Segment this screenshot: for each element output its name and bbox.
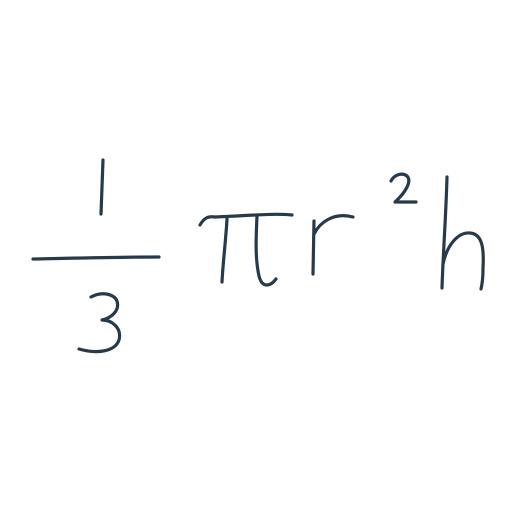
numerator <box>101 160 103 214</box>
exponent-2 <box>391 174 416 202</box>
variable-h <box>442 177 483 289</box>
fraction-bar <box>33 257 159 259</box>
denominator <box>79 294 120 352</box>
variable-r <box>313 216 353 274</box>
pi-symbol <box>200 214 292 285</box>
